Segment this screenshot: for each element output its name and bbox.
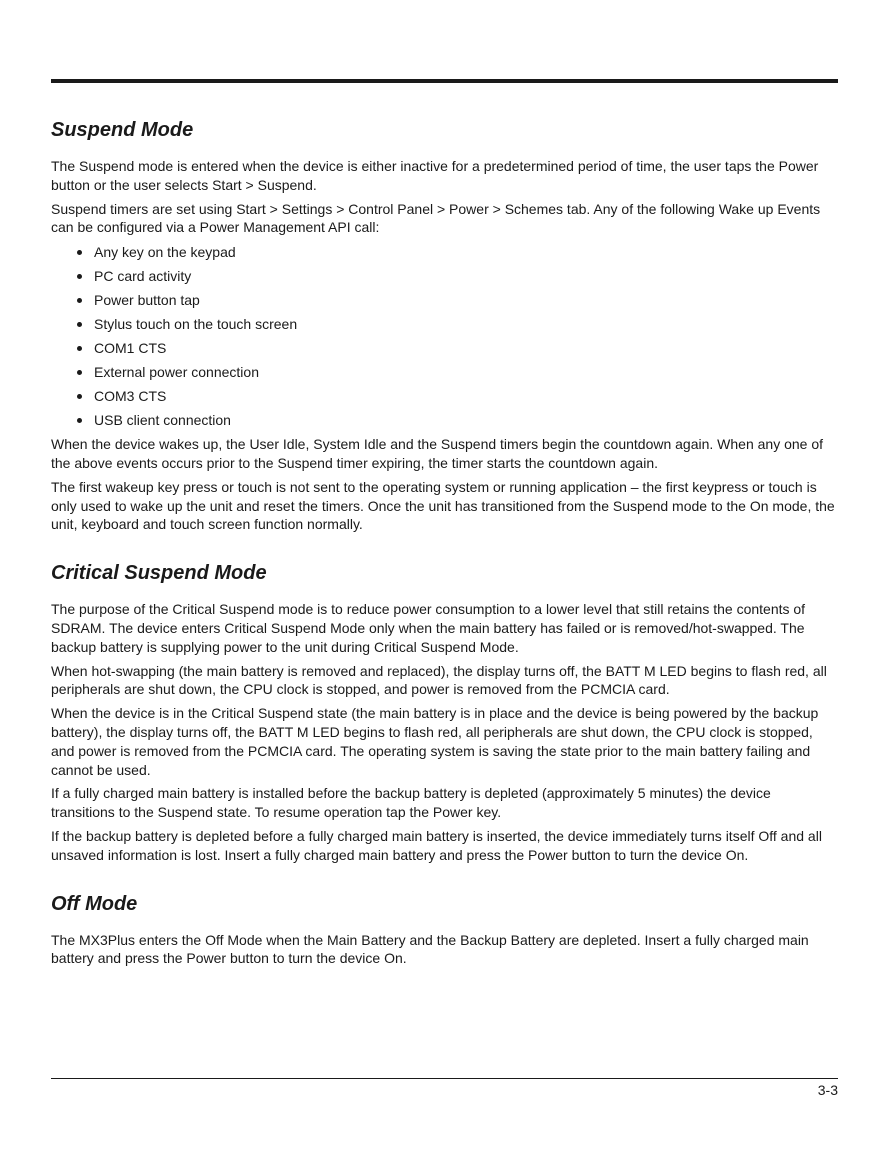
off-mode-heading: Off Mode bbox=[51, 892, 138, 915]
critical-paragraph-4: If a fully charged main battery is installed before the backup battery is depleted (approximately 5 minutes) the device transitions to the Suspend state. To resume operation tap the Power key. bbox=[51, 785, 771, 821]
bullet-icon bbox=[77, 322, 82, 327]
suspend-mode-heading: Suspend Mode bbox=[51, 119, 194, 141]
page-number: 3-3 bbox=[817, 1082, 838, 1098]
list-item: PC card activity bbox=[51, 264, 836, 288]
list-item: Any key on the keypad bbox=[51, 240, 836, 264]
critical-paragraph-3: When the device is in the Critical Suspend state (the main battery is in place and the device is being powered by the backup battery), the display turns off, the BATT M LED begins to flash red, all peripherals are shut down, the CPU clock is stopped, and power is removed from the PCMCIA card. The operating system is saving the state prior to the main battery failing and cannot be used. bbox=[51, 705, 819, 778]
critical-suspend-mode-heading: Critical Suspend Mode bbox=[51, 562, 267, 585]
bullet-icon bbox=[77, 370, 82, 375]
footer-rule bbox=[51, 1078, 838, 1079]
suspend-paragraph-3: When the device wakes up, the User Idle, System Idle and the Suspend timers begin the countdown again. When any one of the above events occurs prior to the Suspend timer expiring, the timer starts the countdown again. bbox=[51, 436, 824, 471]
critical-paragraph-5: If the backup battery is depleted before a fully charged main battery is inserted, the device immediately turns itself Off and all unsaved information is lost. Insert a fully charged main battery and press the Power button to turn the device On. bbox=[51, 827, 822, 863]
document-body bbox=[51, 117, 836, 968]
list-item: Stylus touch on the touch screen bbox=[51, 312, 836, 336]
suspend-paragraph-1: The Suspend mode is entered when the device is either inactive for a predetermined period of time, the user taps the Power button or the user selects Start > Suspend. bbox=[51, 158, 819, 193]
bullet-icon bbox=[77, 298, 82, 303]
wake-up-events-list bbox=[51, 240, 836, 432]
critical-paragraph-1: The purpose of the Critical Suspend mode is to reduce power consumption to a lower level that still retains the contents of SDRAM. The device enters Critical Suspend Mode only when the main battery has failed or is removed/hot-swapped. The backup battery is supplying power to the unit during Critical Suspend Mode. bbox=[51, 601, 806, 655]
bullet-icon bbox=[77, 394, 82, 399]
list-item: External power connection bbox=[51, 360, 836, 384]
bullet-icon bbox=[77, 250, 82, 255]
list-item: USB client connection bbox=[51, 408, 836, 432]
suspend-paragraph-4: The first wakeup key press or touch is not sent to the operating system or running application – the first keypress or touch is only used to wake up the unit and reset the timers. Once the unit has transitioned from the Suspend mode to the On mode, the unit, keyboard and touch screen function normally. bbox=[51, 478, 835, 533]
list-item: Power button tap bbox=[51, 288, 836, 312]
critical-paragraph-2: When hot-swapping (the main battery is removed and replaced), the display turns off, the BATT M LED begins to flash red, all peripherals are shut down, the CPU clock is stopped, and power is removed from the PCMCIA card. bbox=[51, 662, 827, 698]
list-item: COM3 CTS bbox=[51, 384, 836, 408]
suspend-paragraph-2: Suspend timers are set using Start > Settings > Control Panel > Power > Schemes tab. Any of the following Wake up Events can be configured via a Power Management API call: bbox=[51, 200, 821, 236]
bullet-icon bbox=[77, 346, 82, 351]
header-rule bbox=[51, 79, 838, 83]
bullet-icon bbox=[77, 274, 82, 279]
off-paragraph-1: The MX3Plus enters the Off Mode when the Main Battery and the Backup Battery are depleted. Insert a fully charged main battery and press the Power button to turn the device On. bbox=[51, 931, 809, 967]
bullet-icon bbox=[77, 418, 82, 423]
list-item: COM1 CTS bbox=[51, 336, 836, 360]
